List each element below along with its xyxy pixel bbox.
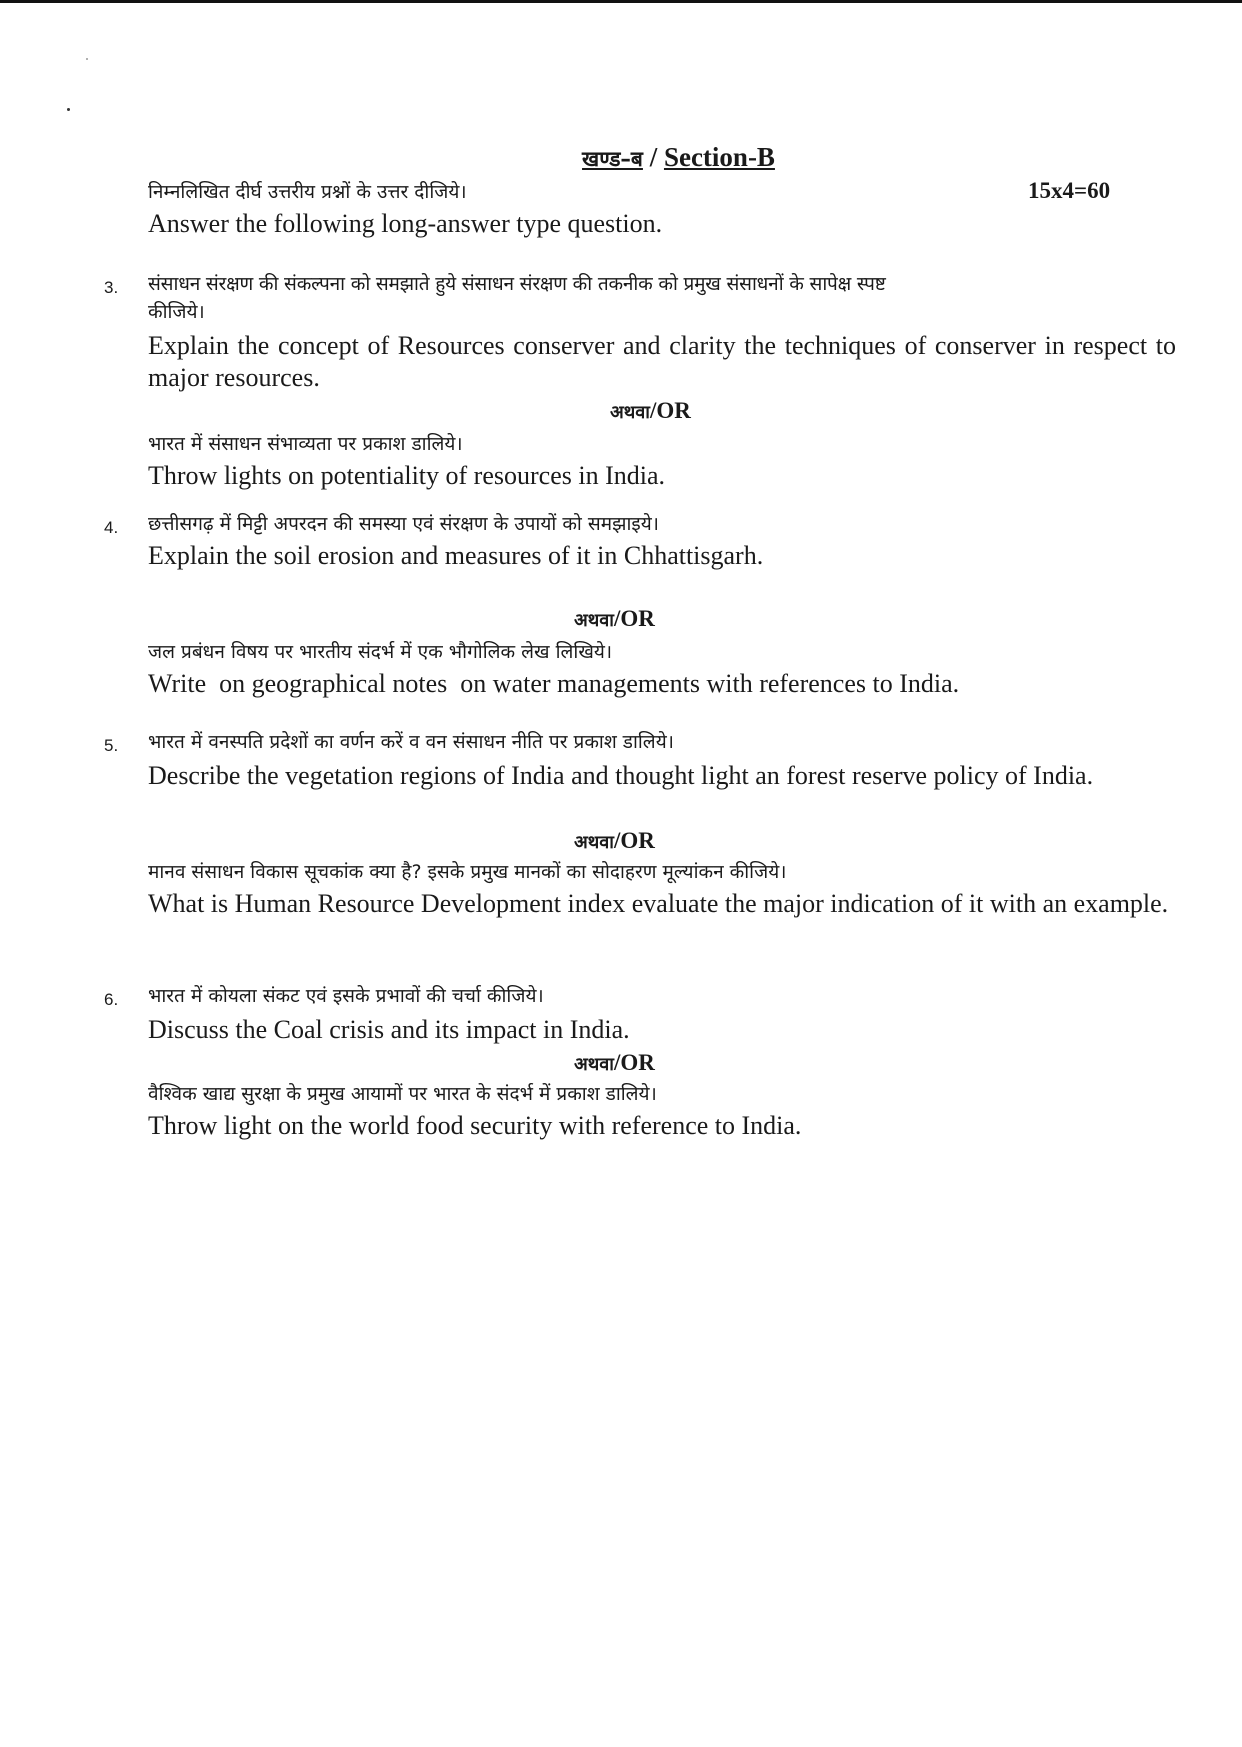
question-3-english: Explain the concept of Resources conserver and clarity the techniques of conserver in respect to major resources. (148, 331, 1176, 392)
instruction-hindi: निम्नलिखित दीर्घ उत्तरीय प्रश्नों के उत्तर दीजिये। (148, 181, 467, 203)
or-label-english: /OR (613, 1050, 655, 1075)
or-label-english: /OR (613, 606, 655, 631)
or-separator (574, 828, 655, 854)
instruction-english: Answer the following long-answer type question. (148, 209, 663, 238)
question-4-english: Explain the soil erosion and measures of it in Chhattisgarh. (148, 541, 764, 570)
or-label-hindi: अथवा (574, 1054, 614, 1075)
question-5-alt-english: What is Human Resource Development index evaluate the major indication of it with an example. (148, 889, 1169, 918)
section-title-separator: / (642, 142, 664, 172)
question-4-hindi: छत्तीसगढ़ में मिट्टी अपरदन की समस्या एवं संरक्षण के उपायों को समझाइये। (148, 513, 659, 535)
question-number: 4. (104, 518, 119, 537)
section-heading (0, 142, 1242, 173)
or-separator (610, 398, 691, 424)
question-number: 3. (104, 278, 119, 297)
question-3-hindi-line1: संसाधन संरक्षण की संकल्पना को समझाते हुये संसाधन संरक्षण की तकनीक को प्रमुख संसाधनों के सापेक्ष स्पष्ट (148, 273, 886, 295)
marks-total: 15x4=60 (1028, 178, 1111, 203)
section-title-english: Section-B (663, 142, 775, 172)
or-separator (574, 606, 655, 632)
question-6-hindi: भारत में कोयला संकट एवं इसके प्रभावों की चर्चा कीजिये। (148, 985, 544, 1007)
section-title-hindi: खण्ड–ब (582, 147, 643, 171)
question-number: 5. (104, 736, 119, 755)
question-4-alt-english: Write on geographical notes on water managements with references to India. (148, 669, 960, 698)
question-5-english: Describe the vegetation regions of India and thought light an forest reserve policy of India. (148, 761, 1094, 790)
question-5-hindi: भारत में वनस्पति प्रदेशों का वर्णन करें व वन संसाधन नीति पर प्रकाश डालिये। (148, 731, 674, 753)
or-label-hindi: अथवा (574, 832, 614, 853)
or-separator (574, 1050, 655, 1076)
scan-speck (86, 58, 88, 60)
scan-speck (67, 108, 70, 111)
or-label-english: /OR (613, 828, 655, 853)
or-label-hindi: अथवा (610, 402, 650, 423)
question-6-alt-english: Throw light on the world food security with reference to India. (148, 1111, 802, 1140)
question-6-english: Discuss the Coal crisis and its impact in India. (148, 1015, 630, 1044)
or-label-hindi: अथवा (574, 610, 614, 631)
question-4-alt-hindi: जल प्रबंधन विषय पर भारतीय संदर्भ में एक भौगोलिक लेख लिखिये। (148, 641, 613, 663)
question-3-alt-hindi: भारत में संसाधन संभाव्यता पर प्रकाश डालिये। (148, 433, 463, 455)
question-number: 6. (104, 990, 119, 1009)
question-5-alt-hindi: मानव संसाधन विकास सूचकांक क्या है? इसके प्रमुख मानकों का सोदाहरण मूल्यांकन कीजिये। (148, 861, 787, 883)
top-border-rule (0, 0, 1242, 3)
question-3-alt-english: Throw lights on potentiality of resources in India. (148, 461, 666, 490)
question-6-alt-hindi: वैश्विक खाद्य सुरक्षा के प्रमुख आयामों पर भारत के संदर्भ में प्रकाश डालिये। (148, 1083, 657, 1105)
or-label-english: /OR (649, 398, 691, 423)
question-3-hindi-line2: कीजिये। (148, 301, 205, 323)
